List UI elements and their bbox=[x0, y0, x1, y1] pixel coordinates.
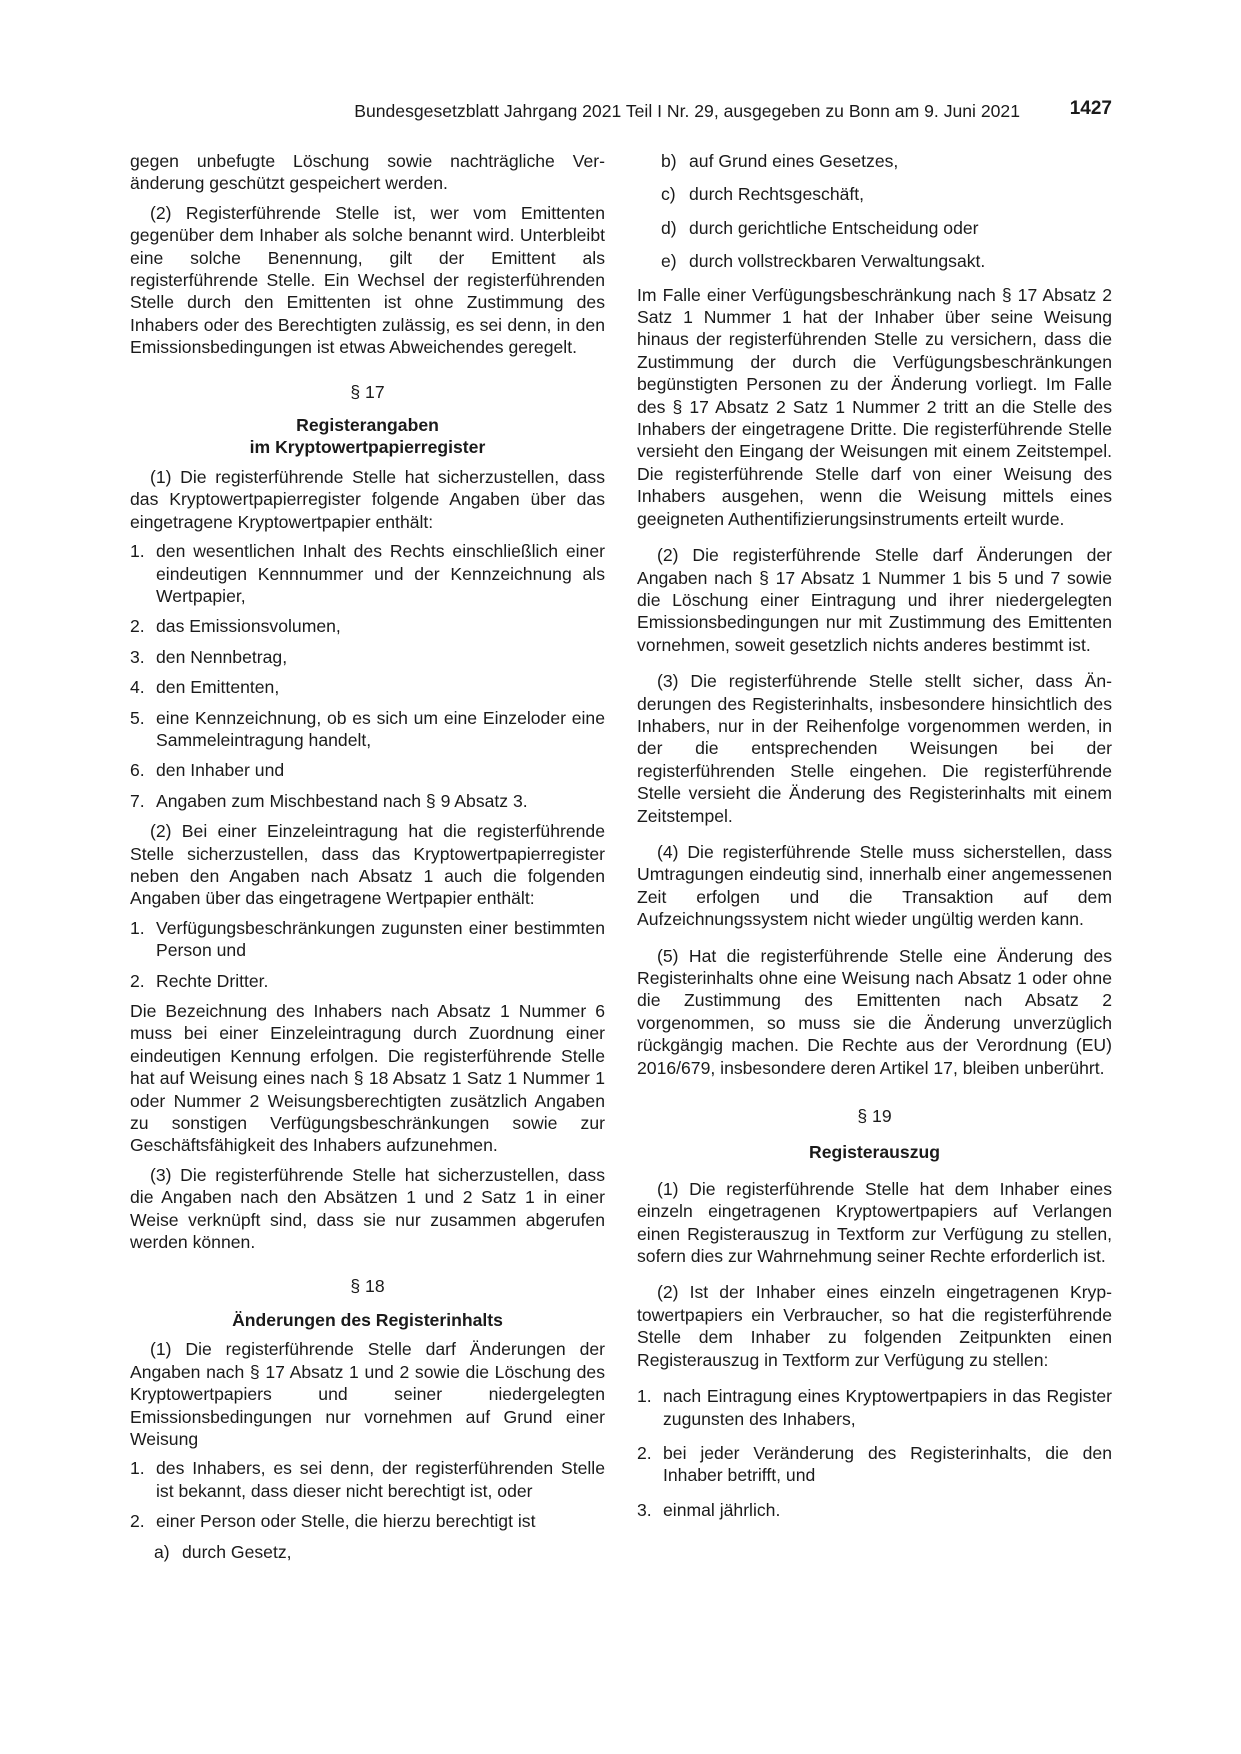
list-number: 1. bbox=[130, 1458, 145, 1479]
paragraph: (4) Die registerführende Stelle muss sicherstellen, dass Umtragungen eindeutig sind, innerhalb einer angemessenen Zeit erfolgen und die Transaktion auf dem Aufzeichnungssystem nicht wieder ungültig werden kann. bbox=[637, 841, 1112, 930]
section-title bbox=[130, 414, 605, 459]
list-item bbox=[637, 217, 1112, 239]
list-text: durch vollstreckbaren Verwaltungsakt. bbox=[689, 251, 986, 272]
list-letter: e) bbox=[661, 251, 677, 272]
list-letter: c) bbox=[661, 184, 676, 205]
left-column bbox=[130, 150, 605, 1574]
list-item bbox=[130, 676, 605, 698]
section-number: § 17 bbox=[350, 381, 385, 402]
list-text: durch Rechtsgeschäft, bbox=[689, 184, 865, 205]
list-text: Rechte Dritter. bbox=[156, 970, 269, 991]
list-number: 1. bbox=[637, 1386, 652, 1407]
numbered-list bbox=[637, 1385, 1112, 1521]
list-item bbox=[637, 1442, 1112, 1487]
list-item bbox=[637, 1385, 1112, 1430]
paragraph: (2) Ist der Inhaber eines einzeln eingetragenen Kryptowertpapiers ein Verbraucher, so hat die registerführende Stelle dem Inhaber zu folgenden Zeitpunkten einen Registerauszug in Textform zur Verfügung zu stellen: bbox=[637, 1282, 1112, 1370]
paragraph: Im Falle einer Verfügungsbeschränkung nach § 17 Absatz 2 Satz 1 Nummer 1 hat der Inhaber über seine Weisung hinaus der registerführenden Stelle zu versichern, dass die Zustimmung der durch die Verfügungsbeschränkungen begünstigten Personen zu der Änderung vorliegt. Im Falle des § 17 Absatz 2 Satz 1 Nummer 2 tritt an die Stelle des Inhabers der eingetragene Dritte. Die registerführende Stelle versieht den Eingang der Weisungen mit einem Zeitstempel. Die registerführende Stelle darf von einer Weisung des Inhabers ausgehen, wenn die Weisung mittels eines geeigneten Authentifizierungsinstruments erteilt wurde. bbox=[637, 284, 1112, 529]
list-number: 2. bbox=[130, 970, 145, 991]
right-column bbox=[637, 150, 1112, 1529]
list-item bbox=[637, 183, 1112, 205]
list-number: 4. bbox=[130, 677, 145, 698]
list-item bbox=[637, 1499, 1112, 1521]
list-text: den Emittenten, bbox=[156, 677, 280, 698]
list-item bbox=[130, 615, 605, 637]
section-title: Registerauszug bbox=[808, 1142, 940, 1163]
list-item bbox=[130, 790, 605, 812]
paragraph: (2) Bei einer Einzeleintragung hat die registerführende Stelle sicherzustellen, dass das Kryptowertpapierregister neben den Angaben nach Absatz 1 auch die folgenden Angaben über das eingetragene Wertpapier enthält: bbox=[130, 821, 605, 909]
list-number: 6. bbox=[130, 760, 145, 781]
list-text: auf Grund eines Gesetzes, bbox=[689, 151, 899, 171]
list-text: Verfügungsbeschränkungen zugunsten einer bestimmten Person und bbox=[156, 917, 605, 961]
list-text: nach Eintragung eines Kryptowertpapiers in das Register zugunsten des Inhabers, bbox=[663, 1386, 1112, 1429]
list-text: einer Person oder Stelle, die hierzu berechtigt ist bbox=[156, 1511, 536, 1532]
list-number: 7. bbox=[130, 790, 145, 811]
list-number: 3. bbox=[637, 1499, 652, 1520]
paragraph: (1) Die registerführende Stelle darf Änderungen der Angaben nach § 17 Absatz 1 und 2 sowie die Löschung des Kryptowertpapiers und seiner niedergelegten Emissionsbedingungen nur vornehmen auf Grund einer Weisung bbox=[130, 1339, 605, 1449]
list-text: den Inhaber und bbox=[156, 760, 285, 781]
page-number: 1427 bbox=[1069, 98, 1112, 119]
list-text: eine Kennzeichnung, ob es sich um eine Einzeloder eine Sammeleintragung handelt, bbox=[156, 707, 605, 750]
paragraph: (1) Die registerführende Stelle hat sicherzustellen, dass das Kryptowertpapierregister folgende Angaben über das eingetragene Kryptowertpapier enthält: bbox=[130, 466, 605, 532]
list-text: den Nennbetrag, bbox=[156, 646, 288, 667]
list-letter: d) bbox=[661, 217, 677, 238]
list-text: einmal jährlich. bbox=[663, 1499, 781, 1520]
list-number: 5. bbox=[130, 707, 145, 728]
list-number: 1. bbox=[130, 917, 145, 938]
list-text: den wesentlichen Inhalt des Rechts einschließlich einer eindeutigen Kennnummer und der Kennzeichnung als Wertpapier, bbox=[156, 541, 605, 606]
section-title-line: im Kryptowertpapierregister bbox=[249, 437, 486, 458]
list-number: 2. bbox=[130, 1511, 145, 1532]
section-number: § 18 bbox=[350, 1276, 385, 1297]
paragraph: (3) Die registerführende Stelle hat sicherzustellen, dass die Angaben nach den Absätzen 1 und 2 Satz 1 in einer Weise verknüpft sind, dass sie nur zusammen abgerufen werden können. bbox=[130, 1164, 605, 1253]
list-text: durch gerichtliche Entscheidung oder bbox=[689, 217, 979, 238]
list-text: das Emissionsvolumen, bbox=[156, 616, 341, 637]
lettered-list bbox=[130, 1541, 605, 1563]
list-text: durch Gesetz, bbox=[182, 1541, 292, 1562]
list-number: 2. bbox=[130, 616, 145, 637]
list-item bbox=[130, 1457, 605, 1502]
paragraph: (1) Die registerführende Stelle hat dem Inhaber eines einzeln eingetragenen Kryptowertpapiers auf Verlangen einen Registerauszug in Textform zur Verfügung zu stellen, sofern dies zur Wahrnehmung seiner Rechte erforderlich ist. bbox=[637, 1178, 1112, 1267]
list-item bbox=[130, 646, 605, 668]
paragraph: gegen unbefugte Löschung sowie nachträgliche Veränderung geschützt gespeichert werden. bbox=[130, 151, 605, 194]
numbered-list bbox=[130, 1457, 605, 1532]
list-number: 3. bbox=[130, 646, 145, 667]
list-item bbox=[130, 917, 605, 962]
list-item bbox=[130, 759, 605, 781]
numbered-list bbox=[130, 917, 605, 992]
section-title: Änderungen des Registerinhalts bbox=[232, 1309, 503, 1330]
list-number: 1. bbox=[130, 541, 145, 562]
header-text: Bundesgesetzblatt Jahrgang 2021 Teil I Nr. 29, ausgegeben zu Bonn am 9. Juni 2021 bbox=[354, 101, 1020, 121]
list-number: 2. bbox=[637, 1442, 652, 1463]
paragraph: (5) Hat die registerführende Stelle eine Änderung des Registerinhalts ohne eine Weisung nach Absatz 1 oder ohne die Zustimmung des Emittenten nach Absatz 2 vorgenommen, so muss sie die Änderung unverzüglich rückgängig machen. Die Rechte aus der Verordnung (EU) 2016/679, insbesondere deren Artikel 17, bleiben unberührt. bbox=[637, 945, 1112, 1078]
list-letter: a) bbox=[154, 1541, 170, 1562]
section-title-line: Registerangaben bbox=[296, 415, 439, 436]
list-item bbox=[130, 1510, 605, 1532]
list-item bbox=[130, 1541, 605, 1563]
list-item bbox=[130, 970, 605, 992]
numbered-list bbox=[130, 540, 605, 812]
page-header bbox=[130, 100, 1112, 126]
paragraph: (3) Die registerführende Stelle stellt sicher, dass Änderungen des Registerinhalts, insbesondere hinsichtlich des Inhabers, nur in der Reihenfolge vorgenommen werden, in der die entsprechenden Weisungen bei der registerführenden Stelle eingehen. Die registerführende Stelle versieht die Änderung des Registerinhalts mit einem Zeitstempel. bbox=[637, 671, 1112, 826]
list-item bbox=[130, 707, 605, 752]
lettered-list bbox=[637, 150, 1112, 273]
list-item bbox=[637, 150, 1112, 172]
list-item bbox=[637, 250, 1112, 272]
list-letter: b) bbox=[661, 151, 677, 171]
list-text: bei jeder Veränderung des Registerinhalts, die den Inhaber betrifft, und bbox=[663, 1442, 1112, 1486]
list-item bbox=[130, 540, 605, 607]
list-text: des Inhabers, es sei denn, der registerführenden Stelle ist bekannt, dass dieser nicht berechtigt ist, oder bbox=[156, 1458, 605, 1501]
paragraph: Die Bezeichnung des Inhabers nach Absatz 1 Nummer 6 muss bei einer Einzeleintragung durch Zuordnung einer eindeutigen Kennung erfolgen. Die registerführende Stelle hat auf Weisung eines nach § 18 Absatz 1 Satz 1 Nummer 1 oder Nummer 2 Weisungsberechtigten zusätzlich Angaben zu sonstigen Verfügungsbeschränkungen sowie zur Geschäftsfähigkeit des Inhabers aufzunehmen. bbox=[130, 1001, 605, 1156]
section-number: § 19 bbox=[857, 1106, 892, 1127]
list-text: Angaben zum Mischbestand nach § 9 Absatz 3. bbox=[156, 790, 528, 811]
paragraph: (2) Registerführende Stelle ist, wer vom Emittenten gegenüber dem Inhaber als solche benannt wird. Unterbleibt eine solche Benennung, gilt der Emittent als registerführende Stelle. Ein Wechsel der registerführenden Stelle durch den Emittenten ist ohne Zustimmung des Inhabers oder des Berechtigten zulässig, es sei denn, in den Emissionsbedingungen ist etwas Abweichendes geregelt. bbox=[130, 202, 605, 358]
paragraph: (2) Die registerführende Stelle darf Änderungen der Angaben nach § 17 Absatz 1 Nummer 1 bis 5 und 7 sowie die Löschung einer Eintragung und ihrer niedergelegten Emissionsbedingungen nur mit Zustimmung des Emittenten vornehmen, soweit gesetzlich nichts anderes bestimmt ist. bbox=[637, 545, 1112, 655]
